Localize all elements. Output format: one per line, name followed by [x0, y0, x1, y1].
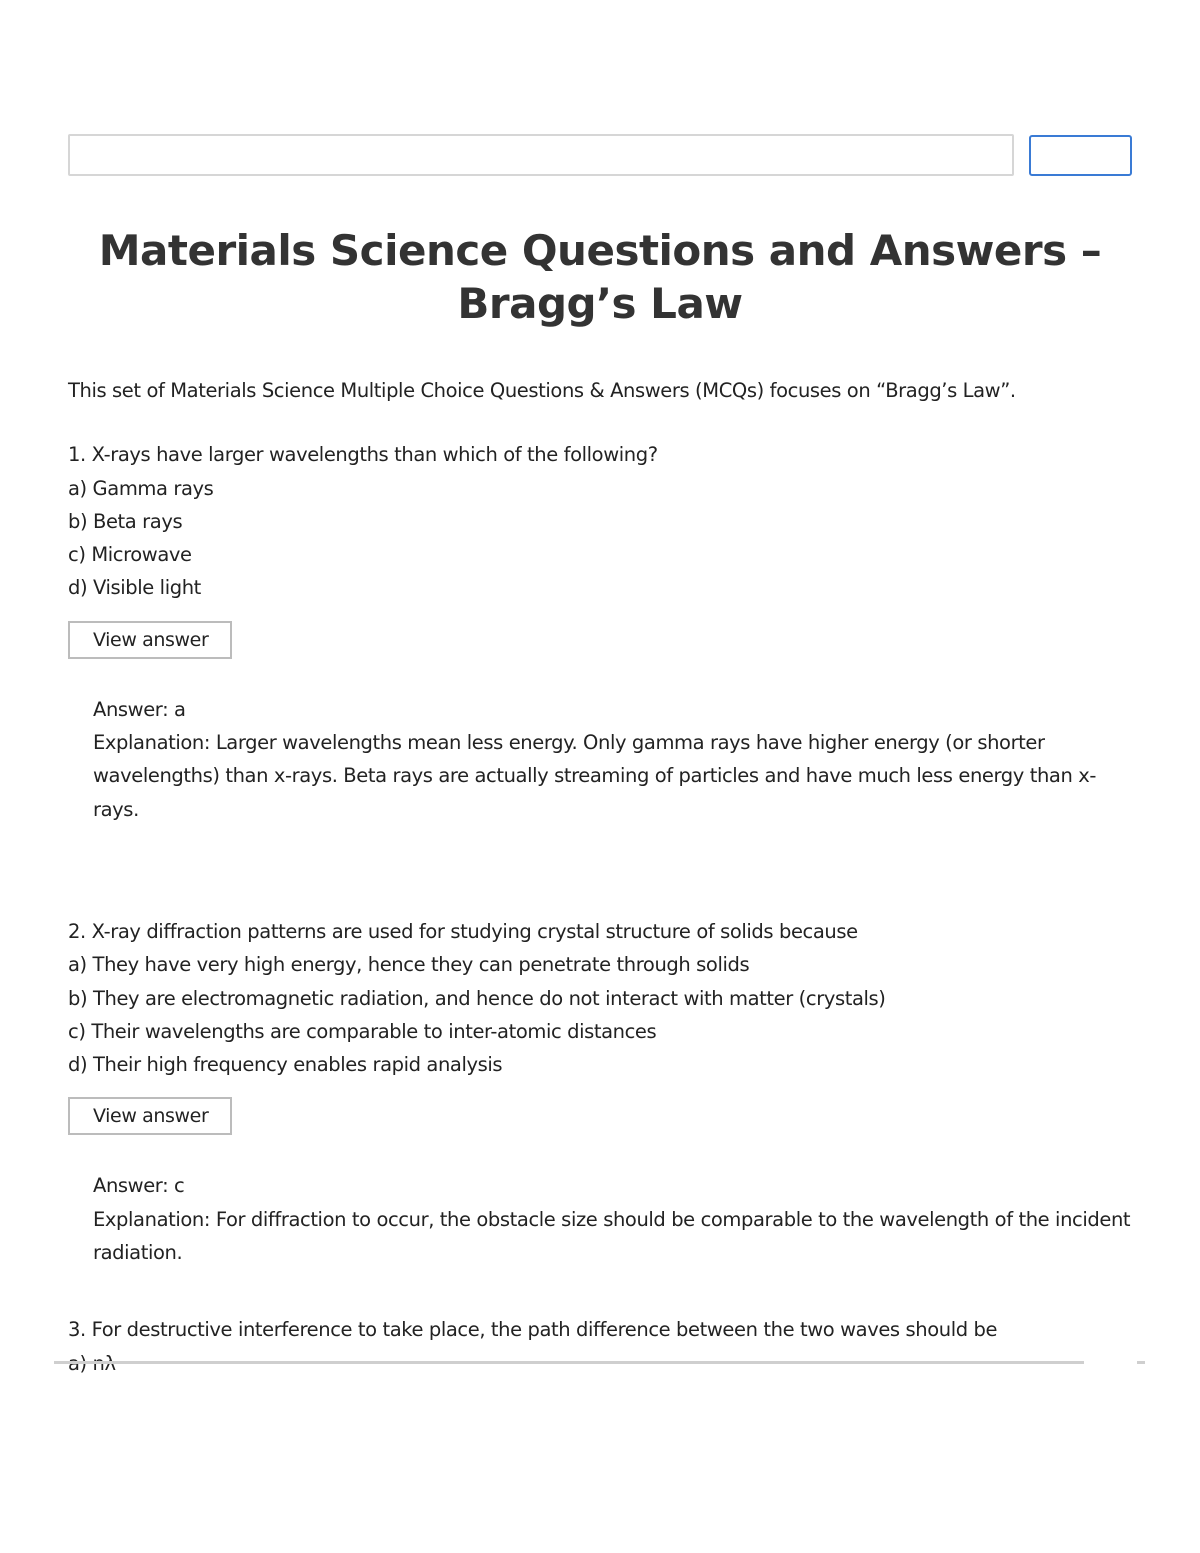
explanation-text: Explanation: For diffraction to occur, the obstacle size should be comparable to the wavelength of the incident radiation. — [93, 1207, 1131, 1265]
explanation-text: Explanation: Larger wavelengths mean less energy. Only gamma rays have higher energy (or shorter wavelengths) than x-rays. Beta rays are actually streaming of particles and have much less energy than x-rays. — [93, 731, 1096, 821]
question-block-3 — [68, 1313, 1128, 1380]
intro-text: This set of Materials Science Multiple Choice Questions & Answers (MCQs) focuses on “Bragg’s Law”. — [68, 379, 1016, 402]
article-content — [68, 374, 1131, 1380]
search-button[interactable] — [1029, 135, 1132, 176]
option-c: c) Their wavelengths are comparable to inter-atomic distances — [68, 1019, 657, 1043]
answer-block — [93, 1169, 1133, 1269]
option-d: d) Their high frequency enables rapid analysis — [68, 1053, 503, 1077]
viewport-bottom-divider — [54, 1361, 1084, 1364]
answer-block — [93, 693, 1133, 826]
answer-text: Answer: a — [93, 697, 186, 721]
option-d: d) Visible light — [68, 576, 201, 600]
question-block-1 — [68, 438, 1128, 826]
view-answer-button[interactable]: View answer — [68, 1097, 232, 1135]
scroll-corner-mark — [1137, 1361, 1145, 1364]
option-c: c) Microwave — [68, 543, 192, 567]
view-answer-button[interactable]: View answer — [68, 621, 232, 659]
question-text: 1. X-rays have larger wavelengths than which of the following? — [68, 443, 658, 467]
question-text: 3. For destructive interference to take place, the path difference between the two waves should be — [68, 1318, 998, 1342]
question-block-2 — [68, 915, 1131, 1269]
question-text: 2. X-ray diffraction patterns are used for studying crystal structure of solids because — [68, 919, 858, 943]
option-b: b) Beta rays — [68, 509, 183, 533]
option-a: a) Gamma rays — [68, 476, 214, 500]
option-a: a) They have very high energy, hence they can penetrate through solids — [68, 953, 750, 977]
answer-text: Answer: c — [93, 1174, 185, 1198]
option-b: b) They are electromagnetic radiation, and hence do not interact with matter (crystals) — [68, 986, 886, 1010]
search-input[interactable] — [68, 134, 1014, 176]
page-title: Materials Science Questions and Answers – Bragg’s Law — [98, 226, 1102, 328]
